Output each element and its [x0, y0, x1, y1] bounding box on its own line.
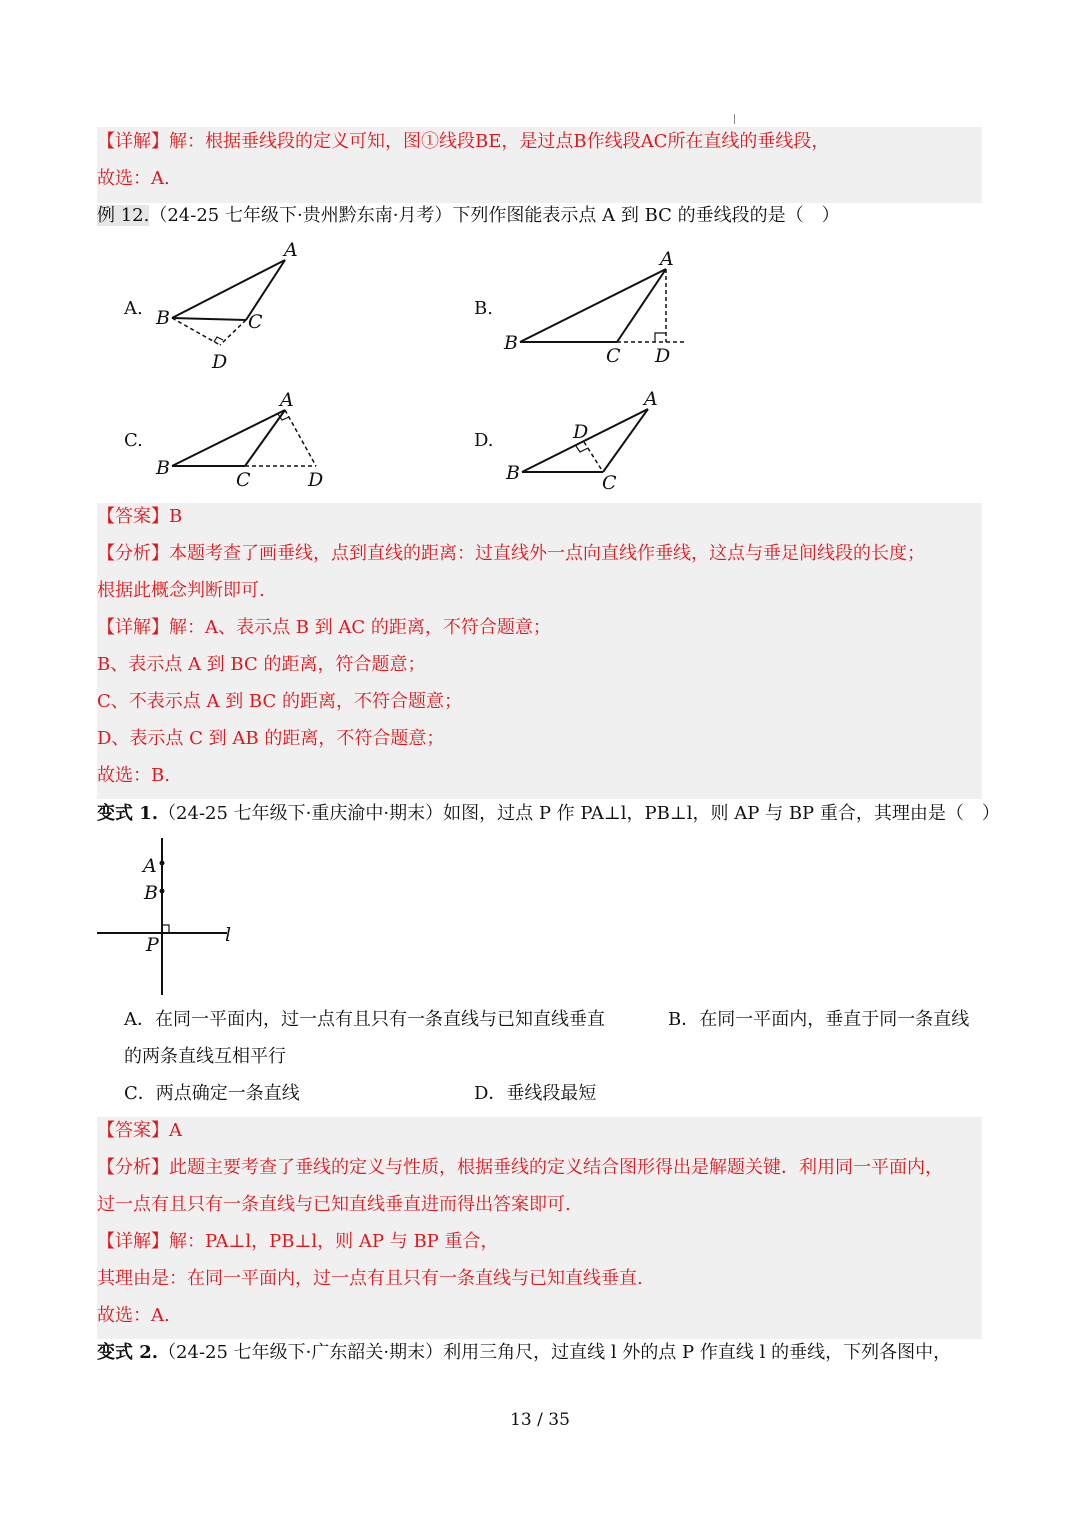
ex12-option-d: D. [474, 430, 494, 451]
fig-var1-label-a: A [143, 855, 157, 877]
fig-b-label-a: A [660, 248, 674, 270]
fig-b-label-c: C [606, 345, 621, 367]
ex12-detail-d: D、表示点 C 到 AB 的距离，不符合题意； [97, 728, 445, 749]
var1-option-c: C．两点确定一条直线 [124, 1083, 300, 1104]
var1-detail: 【详解】解：PA⊥l，PB⊥l，则 AP 与 BP 重合， [97, 1231, 499, 1252]
fig-a-label-d: D [212, 351, 228, 373]
ex12-label: 例 12. [97, 205, 150, 226]
var1-option-a: A．在同一平面内，过一点有且只有一条直线与已知直线垂直 [124, 1009, 605, 1030]
fig-b-label-d: D [655, 345, 671, 367]
var1-stem: （24-25 七年级下·重庆渝中·期末）如图，过点 P 作 PA⊥l，PB⊥l，则 AP 与 BP 重合，其理由是（ ） [158, 803, 1000, 824]
fig-var1-label-b: B [144, 882, 158, 904]
prev-choice-text: 故选：A. [97, 168, 170, 189]
ex12-option-a: A. [124, 298, 143, 319]
fig-a-label-b: B [156, 307, 170, 329]
figure-option-d [500, 385, 670, 495]
fig-a-label-c: C [248, 311, 263, 333]
fig-d-label-b: B [506, 462, 520, 484]
ex12-analysis-1: 【分析】本题考查了画垂线，点到直线的距离：过直线外一点向直线作垂线，这点与垂足间线段的长度； [97, 543, 925, 564]
var1-option-d: D．垂线段最短 [474, 1083, 597, 1104]
ex12-option-c: C. [124, 430, 143, 451]
fig-c-label-d: D [308, 469, 324, 491]
var1-option-b: B．在同一平面内，垂直于同一条直线 [668, 1009, 970, 1030]
var1-choice: 故选：A. [97, 1305, 170, 1326]
var1-analysis-1: 【分析】此题主要考查了垂线的定义与性质，根据垂线的定义结合图形得出是解题关键．利用同一平面内， [97, 1157, 943, 1178]
fig-c-label-b: B [156, 457, 170, 479]
var1-stem-line [97, 795, 1000, 832]
figure-option-c [150, 388, 335, 493]
var2-stem: （24-25 七年级下·广东韶关·期末）利用三角尺，过直线 l 外的点 P 作直线 l 的垂线，下列各图中， [158, 1342, 952, 1363]
prev-detail-text: 【详解】解：根据垂线段的定义可知，图①线段BE，是过点B作线段AC所在直线的垂线段， [97, 131, 830, 152]
ex12-analysis-2: 根据此概念判断即可. [97, 580, 265, 601]
fig-var1-label-p: P [146, 934, 159, 956]
figure-option-b [500, 245, 700, 370]
ex12-detail-c: C、不表示点 A 到 BC 的距离，不符合题意； [97, 691, 462, 712]
ex12-choice: 故选：B. [97, 765, 170, 786]
page-number: 13 / 35 [510, 1410, 570, 1430]
fig-d-label-d: D [573, 421, 589, 443]
ex12-answer: 【答案】B [97, 506, 183, 527]
var1-reason: 其理由是：在同一平面内，过一点有且只有一条直线与已知直线垂直. [97, 1268, 643, 1289]
fig-c-label-c: C [236, 469, 251, 491]
var1-label: 变式 1. [97, 803, 159, 824]
fig-c-label-a: A [280, 389, 294, 411]
var2-stem-line [97, 1334, 951, 1371]
ex12-stem: （24-25 七年级下·贵州黔东南·月考）下列作图能表示点 A 到 BC 的垂线段的是（ ） [149, 205, 840, 226]
ex12-detail: 【详解】解：A、表示点 B 到 AC 的距离，不符合题意； [97, 617, 551, 638]
fig-b-label-b: B [504, 332, 518, 354]
fig-var1-label-l: l [225, 924, 232, 946]
var1-analysis-2: 过一点有且只有一条直线与已知直线垂直进而得出答案即可. [97, 1194, 571, 1215]
ex12-stem-line [97, 197, 840, 234]
var1-option-b-cont: 的两条直线互相平行 [124, 1046, 286, 1067]
figure-option-a [150, 238, 300, 373]
var1-answer: 【答案】A [97, 1120, 182, 1141]
ex12-detail-b: B、表示点 A 到 BC 的距离，符合题意； [97, 654, 426, 675]
ex12-option-b: B. [474, 298, 493, 319]
fig-d-label-c: C [602, 472, 617, 494]
fig-d-label-a: A [644, 388, 658, 410]
figure-var1 [95, 835, 245, 1000]
fig-a-label-a: A [284, 239, 298, 261]
var2-label: 变式 2. [97, 1342, 159, 1363]
